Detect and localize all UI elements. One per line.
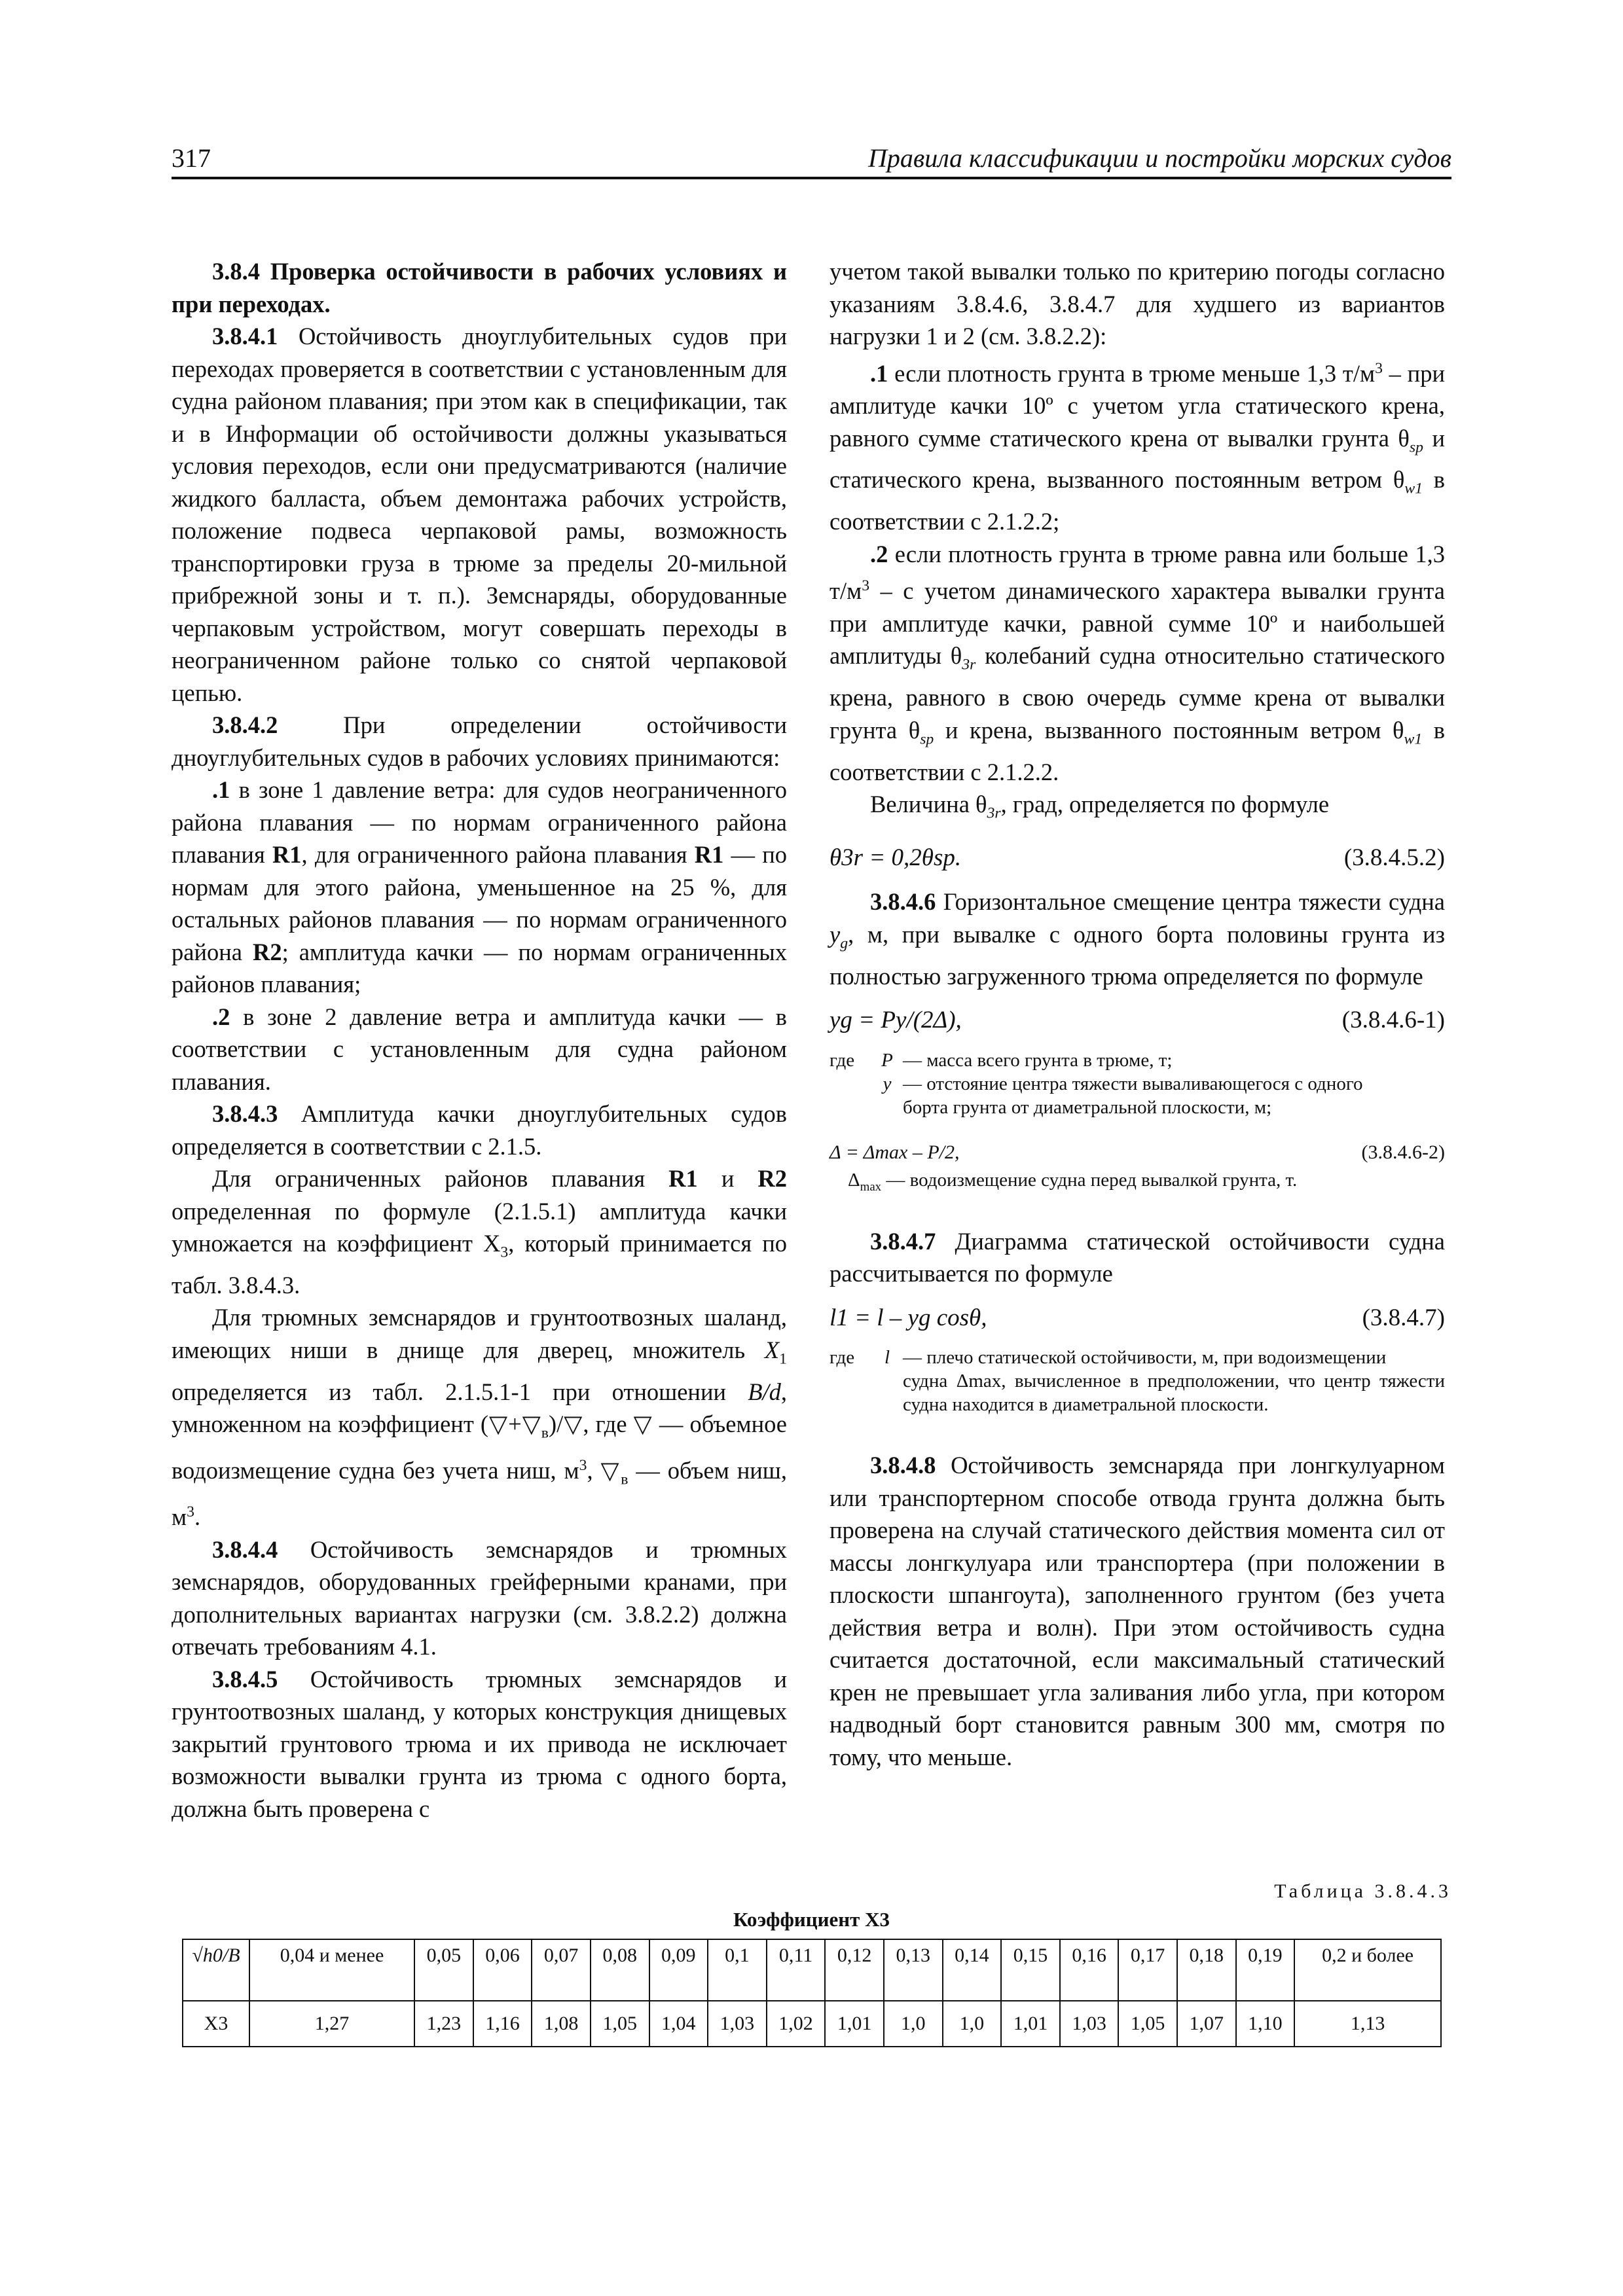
table-value-cell: 1,04 [649,2001,708,2047]
table-value-cell: 1,16 [473,2001,532,2047]
table-header-cell: 0,1 [708,1939,767,2001]
paragraph-theta-value: Величина $\theta_{3r}$, град, определяется по формуле [870,791,1330,822]
paragraph-3-8-4-4: 3.8.4.4 Остойчивость земснарядов и трюмных земснарядов, оборудованных грейферными кранами, при дополнительных вариантах нагрузки (см. 3.8.2.2) должна отвечать требованиям 4.1. [172,1535,787,1660]
table-header-cell: 0,08 [591,1939,649,2001]
paragraph-restricted-areas: Для ограниченных районов плавания R1 и R2 определенная по формуле (2.1.5.1) амплитуда качки умножается на коэффициент $X_3$, который принимается по табл. 3.8.4.3. [172,1165,787,1299]
table-value-cell: 1,0 [884,2001,943,2047]
table-header-cell: 0,16 [1060,1939,1119,2001]
table-row-head-h0b: √h0/B [183,1939,249,2001]
delta-max-description: $\Delta_{max}$ — водоизмещение судна перед вывалкой грунта, т. [848,1170,1298,1194]
where-block-2: где l — плечо статической остойчивости, м, при водоизмещении судна Δmax, вычисленное в предположении, что центр тяжести судна находится в диаметральной плоскости. [830,1347,1445,1416]
table-value-cell: 1,23 [414,2001,473,2047]
section-heading: 3.8.4 Проверка остойчивости в рабочих условиях и при переходах. [172,258,787,317]
formula-3-8-4-6-1: yg = Py/(2Δ), (3.8.4.6-1) [830,1007,1445,1034]
table-header-cell: 0,09 [649,1939,708,2001]
table-value-cell: 1,05 [591,2001,649,2047]
paragraph-3-8-4-2: 3.8.4.2 При определении остойчивости дноуглубительных судов в рабочих условиях принимаются: [172,711,788,771]
table-value-cell: 1,08 [532,2001,591,2047]
table-header-cell: 0,2 и более [1294,1939,1441,2001]
paragraph-3-8-4-6: 3.8.4.6 Горизонтальное смещение центра тяжести судна $y_g$, м, при вывалке с одного борта половины грунта из полностью загруженного трюма определяется по формуле [830,888,1445,990]
table-header-cell: 0,18 [1177,1939,1236,2001]
paragraph-3-8-4-8: 3.8.4.8 Остойчивость земснаряда при лонгкулуарном или транспортерном способе отвода грунта должна быть проверена на случай статического действия момента сил от массы лонгкулуара или транспортера (при положении в плоскости шпангоута), заполненного грунтом (без учета действия ветра и волн). При этом остойчивость судна считается достаточной, если максимальный статический крен не превышает угла заливания либо угла, при котором надводный борт становится равным 300 мм, смотря по тому, что меньше. [830,1452,1445,1770]
coefficient-table [182,1939,1442,2047]
table-header-cell: 0,06 [473,1939,532,2001]
table-header-cell: 0,14 [943,1939,1002,2001]
item-1-density-less: .1 если плотность грунта в трюме меньше 1,3 $т/м^3$ – при амплитуде качки 10º с учетом угла статического крена, равного сумме статического крена от вывалки грунта $\theta_{sp}$ и статического крена, вызванного постоянным ветром $\theta_{w1}$ в соответствии с 2.1.2.2; [830,359,1445,535]
paragraph-hopper-dredgers: Для трюмных земснарядов и грунтоотвозных шаланд, имеющих ниши в днище для дверец, множитель $X_1$ определяется из табл. 2.1.5.1-1 при отношении B/d, умноженном на коэффициент $(▽+▽_в)/▽$, где ▽ — объемное водоизмещение судна без учета ниш, $м^3$, $▽_в$ — объем ниш, $м^3$. [172,1304,787,1530]
table-value-cell: 1,03 [1060,2001,1119,2047]
table-header-cell: 0,12 [825,1939,884,2001]
paragraph-3-8-4-3: 3.8.4.3 Амплитуда качки дноуглубительных судов определяется в соответствии с 2.1.5. [172,1100,787,1160]
formula-3-8-4-7: l1 = l – yg cosθ, (3.8.4.7) [830,1304,1445,1331]
table-value-cell: 1,10 [1236,2001,1295,2047]
formula-3-8-4-6-2: Δ = Δmax – P/2, (3.8.4.6-2) [830,1141,1445,1163]
table-caption: Таблица 3.8.4.3 [1274,1880,1451,1902]
table-value-cell: 1,07 [1177,2001,1236,2047]
paragraph-3-8-4-7: 3.8.4.7 Диаграмма статической остойчивости судна рассчитывается по формуле [830,1227,1446,1287]
table-value-cell: 1,05 [1118,2001,1177,2047]
running-header-title: Правила классификации и постройки морских судов [867,143,1451,173]
page-number: 317 [172,143,211,173]
table-value-cell: 1,02 [767,2001,826,2047]
header-rule [172,177,1451,179]
table-header-cell: 0,17 [1118,1939,1177,2001]
table-header-cell: 0,15 [1001,1939,1060,2001]
table-header-cell: 0,13 [884,1939,943,2001]
table-row-values [183,2001,1441,2047]
table-title: Коэффициент X3 [733,1908,890,1931]
table-header-cell: 0,07 [532,1939,591,2001]
table-header-cell: 0,05 [414,1939,473,2001]
table-value-cell: 1,03 [708,2001,767,2047]
left-column [172,255,787,1825]
right-column [830,255,1445,1773]
table-header-cell: 0,04 и менее [249,1939,414,2001]
table-value-cell: 1,01 [1001,2001,1060,2047]
formula-3-8-4-5-2: θ3r = 0,2θsp. (3.8.4.5.2) [830,844,1445,871]
table-value-cell: 1,01 [825,2001,884,2047]
paragraph-3-8-4-5: 3.8.4.5 Остойчивость трюмных земснарядов и грунтоотвозных шаланд, у которых конструкция днищевых закрытий грунтового трюма и их привода не исключает возможности вывалки грунта из трюма с одного борта, должна быть проверена с [172,1665,787,1822]
table-value-cell: 1,27 [249,2001,414,2047]
table-row-head-x3: X3 [183,2001,249,2047]
item-1-zone-1: .1 в зоне 1 давление ветра: для судов неограниченного района плавания — по нормам ограниченного района плавания R1, для ограниченного района плавания R1 — по нормам для этого района, уменьшенное на 25 %, для остальных районов плавания — по нормам ограниченного района R2; амплитуда качки — по нормам ограниченных районов плавания; [172,776,788,997]
where-block-1: где P — масса всего грунта в трюме, т; y — отстояние центра тяжести вываливающегося с одного борта грунта от диаметральной плоскости, м; [830,1049,1363,1118]
paragraph-3-8-4-1: 3.8.4.1 Остойчивость дноуглубительных судов при переходах проверяется в соответствии с установленным для судна районом плавания; при этом как в спецификации, так и в Информации об остойчивости должны указываться условия переходов, если они предусматриваются (наличие жидкого балласта, объем демонтажа рабочих устройств, положение подвеса черпаковой рамы, возможность транспортировки груза в трюме за пределы 20-мильной прибрежной зоны и т. п.). Земснаряды, оборудованные черпаковым устройством, могут совершать переходы в неограниченном районе только со снятой черпаковой цепью. [172,323,788,706]
item-2-density-more: .2 если плотность грунта в трюме равна или больше 1,3 $т/м^3$ – с учетом динамического характера вывалки грунта при амплитуде качки, равной сумме 10º и наибольшей амплитуды $\theta_{3r}$ колебаний судна относительно статического крена, равного в свою очередь сумме крена от вывалки грунта $\theta_{sp}$ и крена, вызванного постоянным ветром $\theta_{w1}$ в соответствии с 2.1.2.2. [830,540,1446,785]
table-header-cell: 0,19 [1236,1939,1295,2001]
table-value-cell: 1,13 [1294,2001,1441,2047]
paragraph-continuation: учетом такой вывалки только по критерию погоды согласно указаниям 3.8.4.6, 3.8.4.7 для худшего из вариантов нагрузки 1 и 2 (см. 3.8.2.2): [830,258,1445,350]
table-header-cell: 0,11 [767,1939,826,2001]
item-2-zone-2: .2 в зоне 2 давление ветра и амплитуда качки — в соответствии с установленным для судна районом плавания. [172,1003,787,1095]
table-value-cell: 1,0 [943,2001,1002,2047]
table-row-header [183,1939,1441,2001]
